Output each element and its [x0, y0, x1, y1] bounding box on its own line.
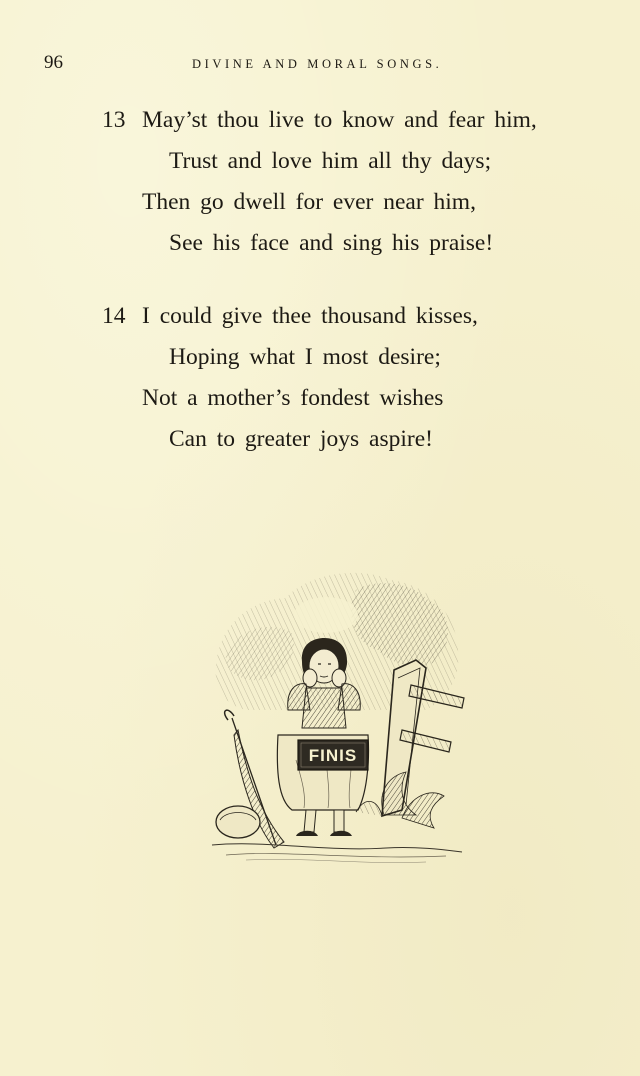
stanza-line: See his face and sing his praise!	[169, 230, 494, 256]
finis-sign-text: FINIS	[308, 746, 358, 765]
line-text: I could give thee thousand kisses,	[142, 303, 478, 329]
line-text: May’st thou live to know and fear him,	[142, 107, 537, 133]
finis-illustration	[206, 560, 468, 870]
stanza-line: Can to greater joys aspire!	[169, 426, 433, 452]
stanza-line: Not a mother’s fondest wishes	[142, 385, 444, 411]
running-title: DIVINE AND MORAL SONGS.	[192, 57, 443, 71]
stanza-line: Trust and love him all thy days;	[169, 148, 492, 174]
straw-hat	[216, 806, 260, 838]
stanza-number: 14	[102, 303, 126, 329]
stanza-line: Then go dwell for ever near him,	[142, 189, 476, 215]
finis-board	[298, 740, 368, 770]
stanza-number: 13	[102, 107, 126, 133]
stanza-line	[102, 303, 478, 330]
page-number: 96	[44, 52, 63, 73]
stanza-line: Hoping what I most desire;	[169, 344, 441, 370]
stanza-line	[102, 107, 537, 134]
